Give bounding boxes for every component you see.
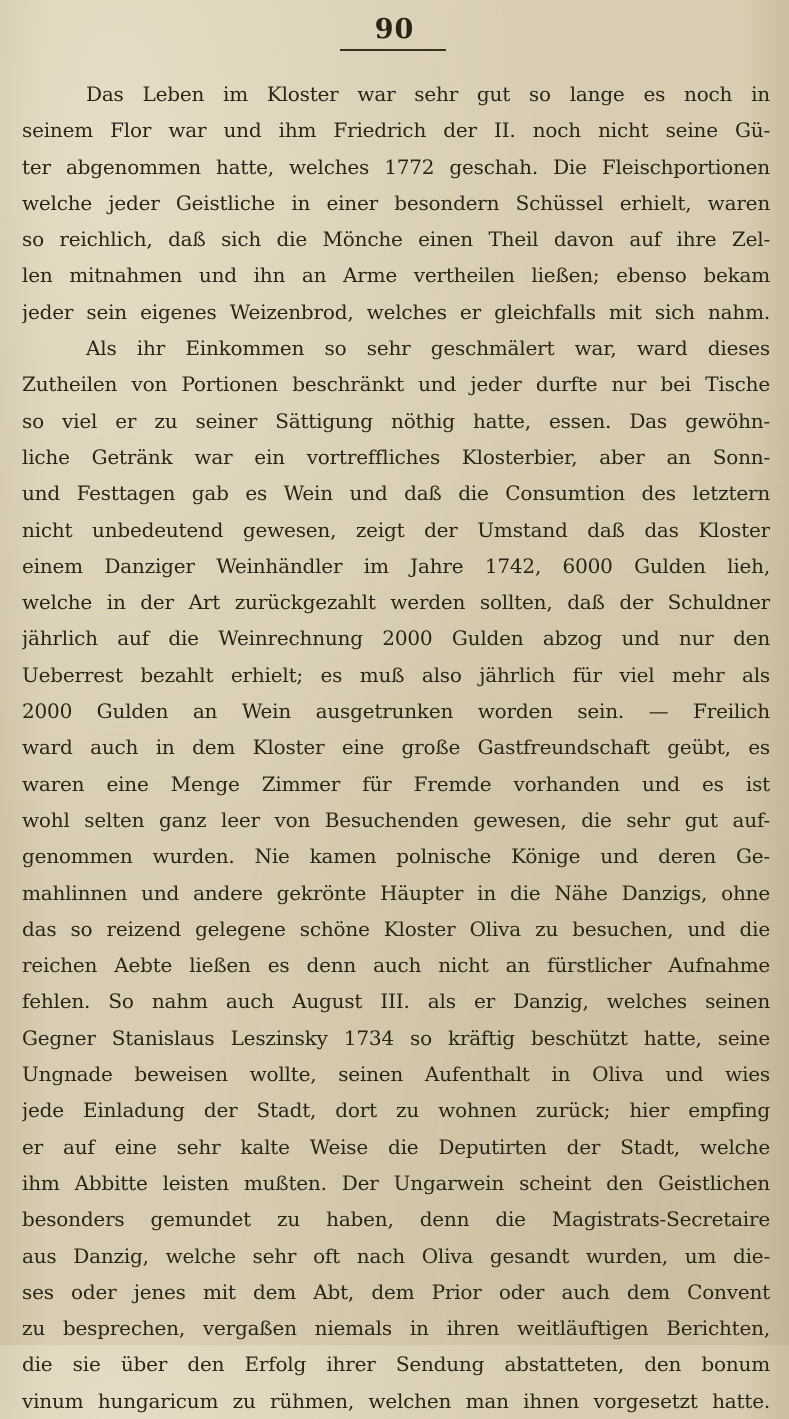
text-line: genommen wurden. Nie kamen polnische Könige und deren Ge- [22,844,770,869]
text-line: die sie über den Erfolg ihrer Sendung abstatteten, den bonum [22,1352,770,1377]
text-line: besonders gemundet zu haben, denn die Magistrats-Secretaire [22,1207,770,1232]
text-line: seinem Flor war und ihm Friedrich der II. noch nicht seine Gü- [22,118,770,143]
text-line: welche in der Art zurückgezahlt werden sollten, daß der Schuldner [22,590,770,615]
text-line: ihm Abbitte leisten mußten. Der Ungarwein scheint den Geistlichen [22,1170,770,1195]
text-line: nicht unbedeutend gewesen, zeigt der Umstand daß das Kloster [22,517,770,542]
text-line: so viel er zu seiner Sättigung nöthig hatte, essen. Das gewöhn- [22,408,770,433]
text-line: aus Danzig, welche sehr oft nach Oliva gesandt wurden, um die- [22,1243,770,1268]
text-line: wohl selten ganz leer von Besuchenden gewesen, die sehr gut auf- [22,807,770,832]
text-line: len mitnahmen und ihn an Arme vertheilen ließen; ebenso bekam [22,263,770,288]
text-line: das so reizend gelegene schöne Kloster Oliva zu besuchen, und die [22,916,770,941]
page-number: 90 [374,14,415,45]
body-text [22,76,770,1419]
text-line: einem Danziger Weinhändler im Jahre 1742, 6000 Gulden lieh, [22,553,770,578]
text-line: Als ihr Einkommen so sehr geschmälert war, ward dieses [86,336,770,361]
text-line: so reichlich, daß sich die Mönche einen Theil davon auf ihre Zel- [22,227,770,252]
text-line: Ueberrest bezahlt erhielt; es muß also jährlich für viel mehr als [22,662,770,687]
text-line: 2000 Gulden an Wein ausgetrunken worden sein. — Freilich [22,699,770,724]
text-line: liche Getränk war ein vortreffliches Klosterbier, aber an Sonn- [22,444,770,469]
text-line: jährlich auf die Weinrechnung 2000 Gulden abzog und nur den [22,626,770,651]
text-line: er auf eine sehr kalte Weise die Deputirten der Stadt, welche [22,1134,770,1159]
text-line: Gegner Stanislaus Leszinsky 1734 so kräftig beschützt hatte, seine [22,1025,770,1050]
text-line: welche jeder Geistliche in einer besondern Schüssel erhielt, waren [22,190,770,215]
text-line: und Festtagen gab es Wein und daß die Consumtion des letztern [22,481,770,506]
header-rule [340,49,446,51]
text-line: mahlinnen und andere gekrönte Häupter in die Nähe Danzigs, ohne [22,880,770,905]
text-line: Zutheilen von Portionen beschränkt und jeder durfte nur bei Tische [22,372,770,397]
text-line: Das Leben im Kloster war sehr gut so lange es noch in [86,82,770,106]
text-line: fehlen. So nahm auch August III. als er Danzig, welches seinen [22,989,770,1014]
text-line: waren eine Menge Zimmer für Fremde vorhanden und es ist [22,771,770,796]
text-line: ses oder jenes mit dem Abt, dem Prior oder auch dem Convent [22,1279,770,1304]
text-line: Ungnade beweisen wollte, seinen Aufenthalt in Oliva und wies [22,1062,770,1087]
text-line: reichen Aebte ließen es denn auch nicht an fürstlicher Aufnahme [22,953,770,978]
text-line: jede Einladung der Stadt, dort zu wohnen zurück; hier empfing [22,1098,770,1123]
text-line: zu besprechen, vergaßen niemals in ihren weitläuftigen Berichten, [22,1316,770,1341]
text-line: vinum hungaricum zu rühmen, welchen man ihnen vorgesetzt hatte. [22,1388,770,1413]
text-line: ward auch in dem Kloster eine große Gastfreundschaft geübt, es [22,735,770,760]
text-line: jeder sein eigenes Weizenbrod, welches er gleichfalls mit sich nahm. [22,299,770,324]
text-line: ter abgenommen hatte, welches 1772 geschah. Die Fleischportionen [22,154,770,179]
